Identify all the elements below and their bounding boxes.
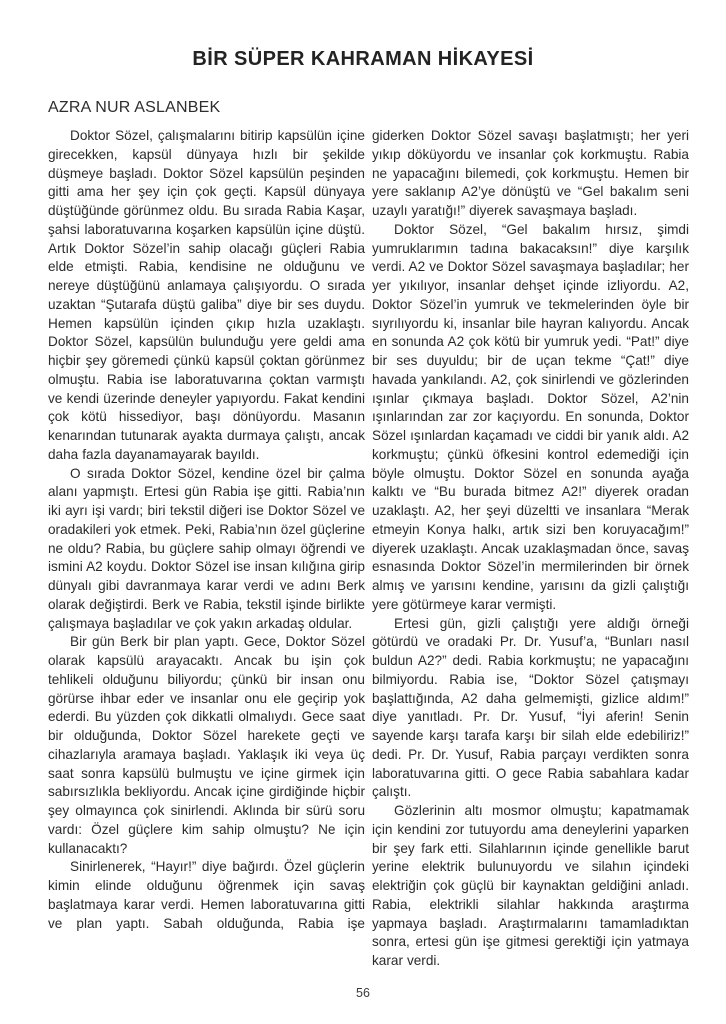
story-paragraph: Doktor Sözel, “Gel bakalım hırsız, şimdi yumruklarımın tadına bakacaksın!” diye karşılık verdi. A2 ve Doktor Sözel savaşmaya başladılar; her yer yıkılıyor, insanlar dehşet içinde izliyordu. A2, Doktor Sözel’in yumruk ve tekmelerinden öyle bir sıyrılıyordu ki, insanlar bile hayran kalıyordu. Ancak en sonunda A2 çok kötü bir yumruk yedi. “Pat!” diye bir ses duyuldu; bir de uçan tekme “Çat!” diye havada yankılandı. A2, çok sinirlendi ve gözlerinden ışınlar çıkmaya başladı. Doktor Sözel, A2’nin ışınlarından zar zor kaçıyordu. En sonunda, Doktor Sözel ışınlardan kaçamadı ve ciddi bir yanık aldı. A2 korkmuştu; çünkü öfkesini kontrol edemediği için böyle olmuştu. Doktor Sözel en sonunda ayağa kalktı ve “Bu burada bitmez A2!” diyerek oradan uzaklaştı. A2, her şeyi düzeltti ve insanlara “Merak etmeyin Konya halkı, artık sizi ben koruyacağım!” diyerek uzaklaştı. Ancak uzaklaşmadan önce, savaş esnasında Doktor Sözel’in mermilerinden bir örnek almış ve yarısını kendine, yarısını da gizli çalıştığı yere götürmeye karar vermişti.: [372, 221, 689, 612]
story-text: [0, 118, 726, 971]
story-paragraph: Bir gün Berk bir plan yaptı. Gece, Doktor Sözel olarak kapsülü arayacaktı. Ancak bu işin çok tehlikeli olduğunu biliyordu; çünkü bir insan onu görürse ihbar eder ve insanlar onu ele geçirip yok ederdi. Bu yüzden çok dikkatli olmalıydı. Gece saat bir olduğunda, Doktor Sözel harekete geçti ve cihazlarıyla aramaya başladı. Yaklaşık iki veya üç saat sonra kapsülü bulmuştu ve içine girmek için sabırsızlıkla bekliyordu. Ancak içine girdiğinde hiçbir şey olmayınca çok sinirlendi. Aklında bir sürü soru vardı: Özel güçlere kim sahip olmuştu? Ne için kullanacaktı?: [48, 634, 365, 856]
page-number: 56: [356, 986, 370, 1000]
story-paragraph: giderken Doktor Sözel savaşı başlatmıştı; her yeri yıkıp döküyordu ve insanlar çok korkmuştu. Rabia ne yapacağını bilemedi, çok korkmuştu. Hemen bir yere saklanıp A2’ye dönüştü ve “Gel bakalım seni uzaylı yaratığı!” diyerek savaşmaya başladı.: [372, 128, 689, 218]
story-paragraph: Gözlerinin altı mosmor olmuştu; kapatmamak için kendini zor tutuyordu ama deneylerini yaparken bir şey fark etti. Silahlarının içinde genellikle barut yerine elektrik bulunuyordu ve silahın içindeki elektriğin çok güçlü bir kaynaktan geldiğini anladı. Rabia, elektrikli silahlar hakkında araştırma yapmaya başladı. Araştırmalarını tamamladıktan sonra, ertesi gün işe gitmesi gerektiği için yatmaya karar verdi.: [372, 803, 689, 968]
author-name: AZRA NUR ASLANBEK: [48, 99, 221, 116]
story-paragraph: O sırada Doktor Sözel, kendine özel bir çalma alanı yapmıştı. Ertesi gün Rabia işe gitti. Rabia’nın iki ayrı işi vardı; biri tekstil diğeri ise Doktor Sözel ve oradakileri yok etmek. Peki, Rabia’nın özel güçlerine ne oldu? Rabia, bu güçlere sahip olmayı öğrendi ve ismini A2 koydu. Doktor Sözel ise insan kılığına girip dünyalı gibi davranmaya karar verdi ve adını Berk olarak değiştirdi. Berk ve Rabia, tekstil işinde birlikte çalışmaya başladılar ve çok yakın arkadaş oldular.: [48, 465, 365, 631]
story-paragraph: Ertesi gün, gizli çalıştığı yere aldığı örneği götürdü ve oradaki Pr. Dr. Yusuf’a, “Bunları nasıl buldun A2?” dedi. Rabia korkmuştu; ne yapacağını bilmiyordu. Rabia ise, “Doktor Sözel çatışmayı başlattığında, A2 daha gelmemişti, gizlice aldım!” diye yanıtladı. Pr. Dr. Yusuf, “İyi aferin! Senin sayende karşı tarafa karşı bir silah elde edebiliriz!” dedi. Pr. Dr. Yusuf, Rabia parçayı verdikten sonra laboratuvarına gitti. O gece Rabia sabahlara kadar çalıştı.: [372, 615, 689, 800]
story-paragraph: Doktor Sözel, çalışmalarını bitirip kapsülün içine girecekken, kapsül dünyaya hızlı bir şekilde düşmeye başladı. Doktor Sözel kapsülün peşinden gitti ama her şey için çok geçti. Kapsül dünyaya düştüğünde görünmez oldu. Bu sırada Rabia Kaşar, şahsi laboratuvarına koşarken kapsülün içine düştü. Artık Doktor Sözel’in sahip olacağı güçleri Rabia elde etmişti. Rabia, kendisine ne olduğunu ve nereye düştüğünü anlamaya çalışıyordu. O sırada uzaktan “Şutarafa düştü galiba” diye bir ses duydu. Hemen kapsülün içinden çıkıp hızla uzaklaştı. Doktor Sözel, kapsülün bulunduğu yere geldi ama hiçbir şey göremedi çünkü kapsül çoktan görünmez olmuştu. Rabia ise laboratuvarına çoktan varmıştı ve kendi üzerinde deneyler yapıyordu. Fakat kendini çok kötü hissediyor, başı dönüyordu. Masanın kenarından tutunarak ayakta durmaya çalıştı, ancak daha fazla dayanamayarak bayıldı.: [48, 128, 365, 462]
page-title: BİR SÜPER KAHRAMAN HİKAYESİ: [192, 48, 534, 70]
text-column-left: [48, 127, 365, 971]
story-paragraph: Sinirlenerek, “Hayır!” diye bağırdı. Özel güçlerin kimin elinde olduğunu öğrenmek için savaş başlatmaya karar verdi. Hemen laboratuvarına gitti ve plan yaptı. Sabah olduğunda, Rabia işe: [48, 859, 365, 931]
text-column-right: [372, 127, 689, 971]
